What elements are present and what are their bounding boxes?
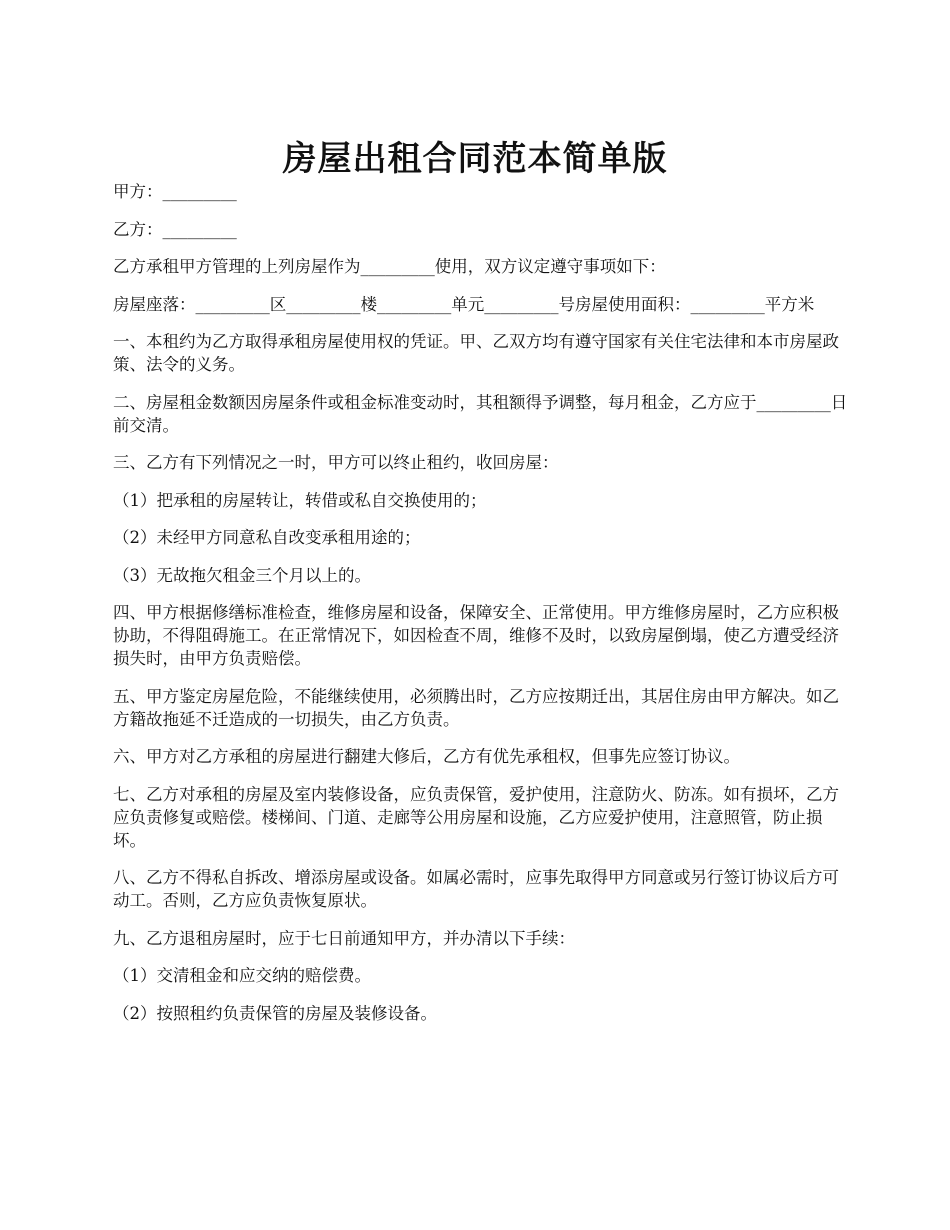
document-title: 房屋出租合同范本简单版 — [282, 138, 668, 179]
document-body — [113, 180, 850, 1025]
clause-3-item-1: （1）把承租的房屋转让，转借或私自交换使用的； — [113, 490, 487, 510]
clause-3: 三、乙方有下列情况之一时，甲方可以终止租约，收回房屋： — [113, 453, 559, 472]
clause-1: 一、本租约为乙方取得承租房屋使用权的凭证。甲、乙双方均有遵守国家有关住宅法律和本市房屋政策、法令的义务。 — [113, 332, 839, 374]
clause-6: 六、甲方对乙方承租的房屋进行翻建大修后，乙方有优先承租权，但事先应签订协议。 — [113, 747, 740, 766]
clause-9: 九、乙方退租房屋时，应于七日前通知甲方，并办清以下手续： — [113, 928, 575, 948]
clause-4: 四、甲方根据修缮标准检查，维修房屋和设备，保障安全、正常使用。甲方维修房屋时，乙方应积极协助，不得阻碍施工。在正常情况下，如因检查不周，维修不及时，以致房屋倒塌，使乙方遭受经济损失时，由甲方负责赔偿。 — [113, 603, 839, 668]
clause-3-item-2: （2）未经甲方同意私自改变承租用途的； — [113, 528, 421, 547]
party-b-line: 乙方：_________ — [113, 219, 237, 239]
party-a-line: 甲方：_________ — [113, 182, 237, 201]
intro-paragraph: 乙方承租甲方管理的上列房屋作为_________使用，双方议定遵守事项如下： — [113, 257, 666, 276]
clause-9-item-1: （1）交清租金和应交纳的赔偿费。 — [113, 966, 371, 985]
clause-8: 八、乙方不得私自拆改、增添房屋或设备。如属必需时，应事先取得甲方同意或另行签订协议后方可动工。否则，乙方应负责恢复原状。 — [113, 868, 839, 910]
clause-2: 二、房屋租金数额因房屋条件或租金标准变动时，其租额得予调整，每月租金，乙方应于_________日前交清。 — [113, 392, 848, 435]
clause-9-item-2: （2）按照租约负责保管的房屋及装修设备。 — [113, 1003, 437, 1023]
clause-3-item-3: （3）无故拖欠租金三个月以上的。 — [113, 565, 371, 585]
clause-7: 七、乙方对承租的房屋及室内装修设备，应负责保管，爱护使用，注意防火、防冻。如有损坏，乙方应负责修复或赔偿。楼梯间、门道、走廊等公用房屋和设施，乙方应爱护使用，注意照管，防止损坏。 — [113, 784, 839, 850]
clause-5: 五、甲方鉴定房屋危险，不能继续使用，必须腾出时，乙方应按期迁出，其居住房由甲方解决。如乙方籍故拖延不迁造成的一切损失，由乙方负责。 — [113, 686, 839, 729]
property-location-paragraph: 房屋座落：_________区_________楼_________单元_________号房屋使用面积：_________平方米 — [113, 294, 815, 314]
